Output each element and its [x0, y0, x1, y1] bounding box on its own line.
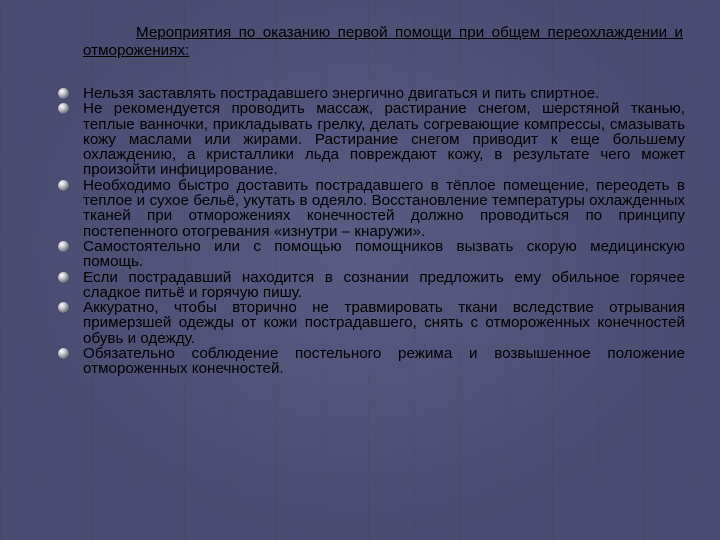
list-item: [57, 101, 685, 177]
sphere-bullet-icon: [58, 180, 69, 191]
bullet-list: [57, 86, 685, 377]
list-item: [57, 270, 685, 301]
list-item: [57, 239, 685, 270]
list-item-text: Нельзя заставлять пострадавшего энергично двигаться и пить спиртное.: [83, 85, 600, 102]
list-item: [57, 86, 685, 101]
slide-title: Мероприятия по оказанию первой помощи при общем переохлаждении и отморожениях:: [83, 24, 683, 59]
list-item-text: Если пострадавший находится в сознании предложить ему обильное горячее сладкое питьё и горячую пишу.: [83, 268, 685, 301]
list-item: [57, 346, 685, 377]
list-item-text: Аккуратно, чтобы вторично не травмировать ткани вследствие отрывания примерзшей одежды от кожи пострадавшего, снять с отмороженных конечностей обувь и одежду.: [83, 299, 685, 347]
sphere-bullet-icon: [58, 272, 69, 283]
list-item: [57, 300, 685, 346]
sphere-bullet-icon: [58, 348, 69, 359]
sphere-bullet-icon: [58, 88, 69, 99]
list-item-text: Обязательно соблюдение постельного режима и возвышенное положение отмороженных конечностей.: [83, 345, 685, 378]
sphere-bullet-icon: [58, 302, 69, 313]
list-item: [57, 178, 685, 239]
sphere-bullet-icon: [58, 103, 69, 114]
list-item-text: Не рекомендуется проводить массаж, растирание снегом, шерстяной тканью, теплые ванночки, прикладывать грелку, делать согревающие компрессы, смазывать кожу маслами или жирами. Растирание снегом приводит к еще большему охлаждению, а кристаллики льда повреждают кожу, в результате чего может произойти инфицирование.: [83, 100, 685, 179]
list-item-text: Необходимо быстро доставить пострадавшего в тёплое помещение, переодеть в теплое и сухое бельё, укутать в одеяло. Восстановление температуры охлажденных тканей при отморожениях конечностей должно проводиться по принципу постепенного отогревания «изнутри – кнаружи».: [83, 176, 685, 240]
list-item-text: Самостоятельно или с помощью помощников вызвать скорую медицинскую помощь.: [83, 237, 685, 271]
sphere-bullet-icon: [58, 241, 69, 252]
